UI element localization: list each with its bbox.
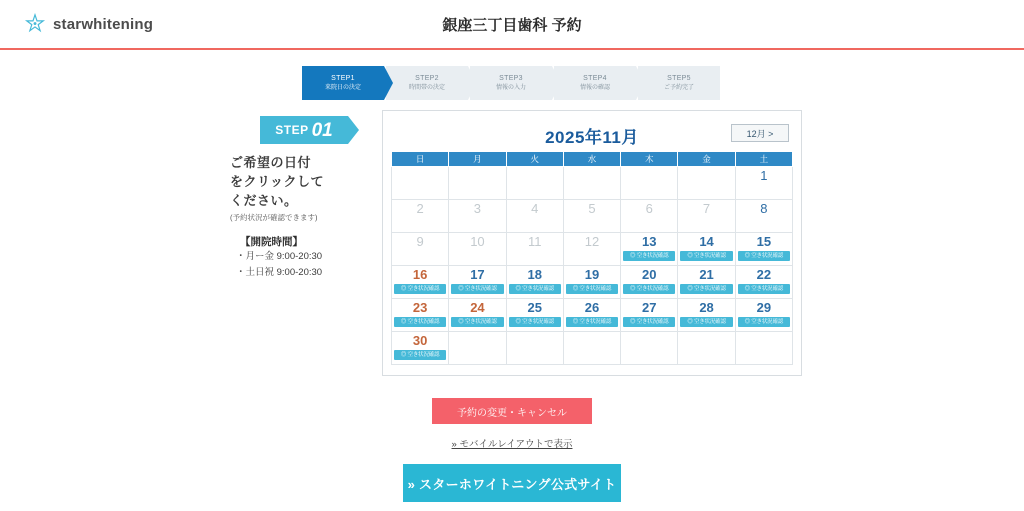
calendar-day-29[interactable] xyxy=(735,299,792,332)
step-badge-number: 01 xyxy=(311,119,333,141)
day-number: 2 xyxy=(416,201,424,216)
availability-badge[interactable]: ◎ 空き状況確認 xyxy=(738,284,790,294)
instruction-line-1: ご希望の日付 xyxy=(230,155,312,170)
calendar-day-16[interactable] xyxy=(392,266,449,299)
step-4-number: STEP4 xyxy=(583,74,607,82)
hours-weekend: ・土日祝 9:00-20:30 xyxy=(236,266,323,278)
availability-badge[interactable]: ◎ 空き状況確認 xyxy=(623,317,675,327)
calendar-day-27[interactable] xyxy=(621,299,678,332)
change-cancel-button[interactable]: 予約の変更・キャンセル xyxy=(432,398,592,424)
calendar-day-6 xyxy=(621,200,678,233)
availability-badge[interactable]: ◎ 空き状況確認 xyxy=(451,317,503,327)
calendar-day-23[interactable] xyxy=(392,299,449,332)
day-number: 13 xyxy=(642,234,657,249)
availability-badge[interactable]: ◎ 空き状況確認 xyxy=(680,251,732,261)
calendar-day-empty xyxy=(506,332,563,365)
instructions-panel xyxy=(222,110,372,376)
day-number: 5 xyxy=(588,201,596,216)
step-3-label: 情報の入力 xyxy=(495,84,526,91)
step-2-number: STEP2 xyxy=(415,74,439,82)
step-1-label: 来院日の決定 xyxy=(324,84,361,91)
calendar-day-14[interactable] xyxy=(678,233,735,266)
calendar-body xyxy=(392,167,793,365)
day-number: 1 xyxy=(760,168,768,183)
day-number: 16 xyxy=(412,267,428,282)
step-1-number: STEP1 xyxy=(331,74,355,82)
calendar-day-empty xyxy=(449,167,506,200)
day-number: 25 xyxy=(527,300,542,315)
day-number: 10 xyxy=(470,234,485,249)
calendar-day-12 xyxy=(563,233,620,266)
day-number: 23 xyxy=(412,300,428,315)
calendar-month-title: 2025年11月 xyxy=(545,127,639,147)
calendar-day-24[interactable] xyxy=(449,299,506,332)
day-number: 4 xyxy=(531,201,539,216)
calendar-day-21[interactable] xyxy=(678,266,735,299)
step-badge xyxy=(260,116,348,144)
mobile-layout-link-text[interactable]: » モバイルレイアウトで表示 xyxy=(451,439,573,450)
day-number: 15 xyxy=(756,234,772,249)
step-2[interactable] xyxy=(386,66,468,100)
step-4[interactable] xyxy=(554,66,636,100)
calendar-week-row xyxy=(392,332,793,365)
availability-badge[interactable]: ◎ 空き状況確認 xyxy=(623,284,675,294)
calendar-week-row xyxy=(392,233,793,266)
calendar-day-30[interactable] xyxy=(392,332,449,365)
day-number: 21 xyxy=(699,267,714,282)
calendar-day-26[interactable] xyxy=(563,299,620,332)
step-4-label: 情報の確認 xyxy=(579,84,610,91)
calendar-day-empty xyxy=(735,332,792,365)
calendar-day-empty xyxy=(621,167,678,200)
calendar-day-28[interactable] xyxy=(678,299,735,332)
site-header xyxy=(0,0,1024,50)
calendar-weekday-row xyxy=(392,152,793,167)
availability-badge[interactable]: ◎ 空き状況確認 xyxy=(680,284,732,294)
main-content xyxy=(0,110,1024,376)
calendar-day-empty xyxy=(392,167,449,200)
calendar-day-empty xyxy=(449,332,506,365)
step-5[interactable] xyxy=(638,66,720,100)
calendar-week-row xyxy=(392,266,793,299)
day-number: 6 xyxy=(645,201,653,216)
logo[interactable] xyxy=(24,13,153,35)
availability-badge[interactable]: ◎ 空き状況確認 xyxy=(394,317,446,327)
weekday-sun: 日 xyxy=(392,152,449,167)
hours-title: 【開院時間】 xyxy=(240,236,303,249)
step-badge-word: STEP xyxy=(275,123,309,137)
logo-text: starwhitening xyxy=(53,15,154,33)
calendar-day-17[interactable] xyxy=(449,266,506,299)
page-title: 銀座三丁目歯科 予約 xyxy=(442,16,582,34)
day-number: 8 xyxy=(760,201,768,216)
weekday-sat: 土 xyxy=(735,152,792,167)
day-number: 17 xyxy=(470,267,485,282)
step-1[interactable] xyxy=(302,66,384,100)
step-indicator xyxy=(0,66,1024,100)
weekday-thu: 木 xyxy=(621,152,678,167)
calendar-day-11 xyxy=(506,233,563,266)
day-number: 18 xyxy=(527,267,542,282)
availability-badge[interactable]: ◎ 空き状況確認 xyxy=(394,284,446,294)
calendar-day-empty xyxy=(621,332,678,365)
availability-badge[interactable]: ◎ 空き状況確認 xyxy=(623,251,675,261)
calendar xyxy=(382,110,802,376)
availability-badge[interactable]: ◎ 空き状況確認 xyxy=(451,284,503,294)
day-number: 14 xyxy=(699,234,714,249)
day-number: 3 xyxy=(473,201,482,216)
calendar-day-5 xyxy=(563,200,620,233)
weekday-tue: 火 xyxy=(506,152,563,167)
day-number: 27 xyxy=(642,300,657,315)
calendar-day-empty xyxy=(563,332,620,365)
day-number: 28 xyxy=(699,300,714,315)
calendar-day-7 xyxy=(678,200,735,233)
availability-badge[interactable]: ◎ 空き状況確認 xyxy=(509,284,561,294)
day-number: 26 xyxy=(584,300,600,315)
day-number: 12 xyxy=(584,234,600,249)
instruction-text xyxy=(230,154,372,223)
calendar-table xyxy=(391,151,793,365)
mobile-layout-link[interactable] xyxy=(0,436,1024,450)
step-2-label: 時間帯の決定 xyxy=(408,84,445,91)
day-number: 30 xyxy=(412,333,428,348)
weekday-wed: 水 xyxy=(563,152,620,167)
availability-badge[interactable]: ◎ 空き状況確認 xyxy=(738,251,790,261)
day-number: 20 xyxy=(642,267,657,282)
official-site-button[interactable]: » スターホワイトニング公式サイト xyxy=(403,464,621,502)
availability-badge[interactable]: ◎ 空き状況確認 xyxy=(738,317,790,327)
step-3[interactable] xyxy=(470,66,552,100)
calendar-day-20[interactable] xyxy=(621,266,678,299)
calendar-day-4 xyxy=(506,200,563,233)
calendar-day-18[interactable] xyxy=(506,266,563,299)
calendar-week-row xyxy=(392,299,793,332)
day-number: 29 xyxy=(756,300,772,315)
calendar-header xyxy=(391,119,793,151)
step-5-number: STEP5 xyxy=(667,74,691,82)
calendar-day-19[interactable] xyxy=(563,266,620,299)
calendar-day-empty xyxy=(506,167,563,200)
hours-weekday: ・月ー金 9:00-20:30 xyxy=(236,251,323,263)
next-month-button[interactable]: 12月 > xyxy=(731,124,789,142)
calendar-day-empty xyxy=(678,167,735,200)
day-number: 22 xyxy=(756,267,772,282)
day-number: 11 xyxy=(527,234,542,249)
calendar-day-2 xyxy=(392,200,449,233)
day-number: 9 xyxy=(416,234,424,249)
calendar-day-empty xyxy=(678,332,735,365)
instruction-line-3: ください。 xyxy=(230,192,298,208)
calendar-day-22[interactable] xyxy=(735,266,792,299)
calendar-day-13[interactable] xyxy=(621,233,678,266)
calendar-day-8 xyxy=(735,200,792,233)
calendar-week-row xyxy=(392,200,793,233)
calendar-week-row xyxy=(392,167,793,200)
availability-badge[interactable]: ◎ 空き状況確認 xyxy=(680,317,732,327)
instruction-note: (予約状況が確認できます) xyxy=(230,212,318,222)
calendar-day-empty xyxy=(563,167,620,200)
availability-badge[interactable]: ◎ 空き状況確認 xyxy=(394,350,446,360)
calendar-day-25[interactable] xyxy=(506,299,563,332)
calendar-day-15[interactable] xyxy=(735,233,792,266)
day-number: 24 xyxy=(470,300,485,315)
day-number: 7 xyxy=(702,201,711,216)
availability-badge[interactable]: ◎ 空き状況確認 xyxy=(566,317,618,327)
star-icon xyxy=(24,13,46,35)
calendar-day-10 xyxy=(449,233,506,266)
weekday-mon: 月 xyxy=(449,152,506,167)
weekday-fri: 金 xyxy=(678,152,735,167)
step-3-number: STEP3 xyxy=(499,74,523,82)
availability-badge[interactable]: ◎ 空き状況確認 xyxy=(509,317,561,327)
step-5-label: ご予約完了 xyxy=(663,84,694,91)
instruction-line-2: をクリックして xyxy=(230,173,324,189)
day-number: 19 xyxy=(584,267,600,282)
calendar-day-9 xyxy=(392,233,449,266)
calendar-day-3 xyxy=(449,200,506,233)
calendar-day-1 xyxy=(735,167,792,200)
availability-badge[interactable]: ◎ 空き状況確認 xyxy=(566,284,618,294)
